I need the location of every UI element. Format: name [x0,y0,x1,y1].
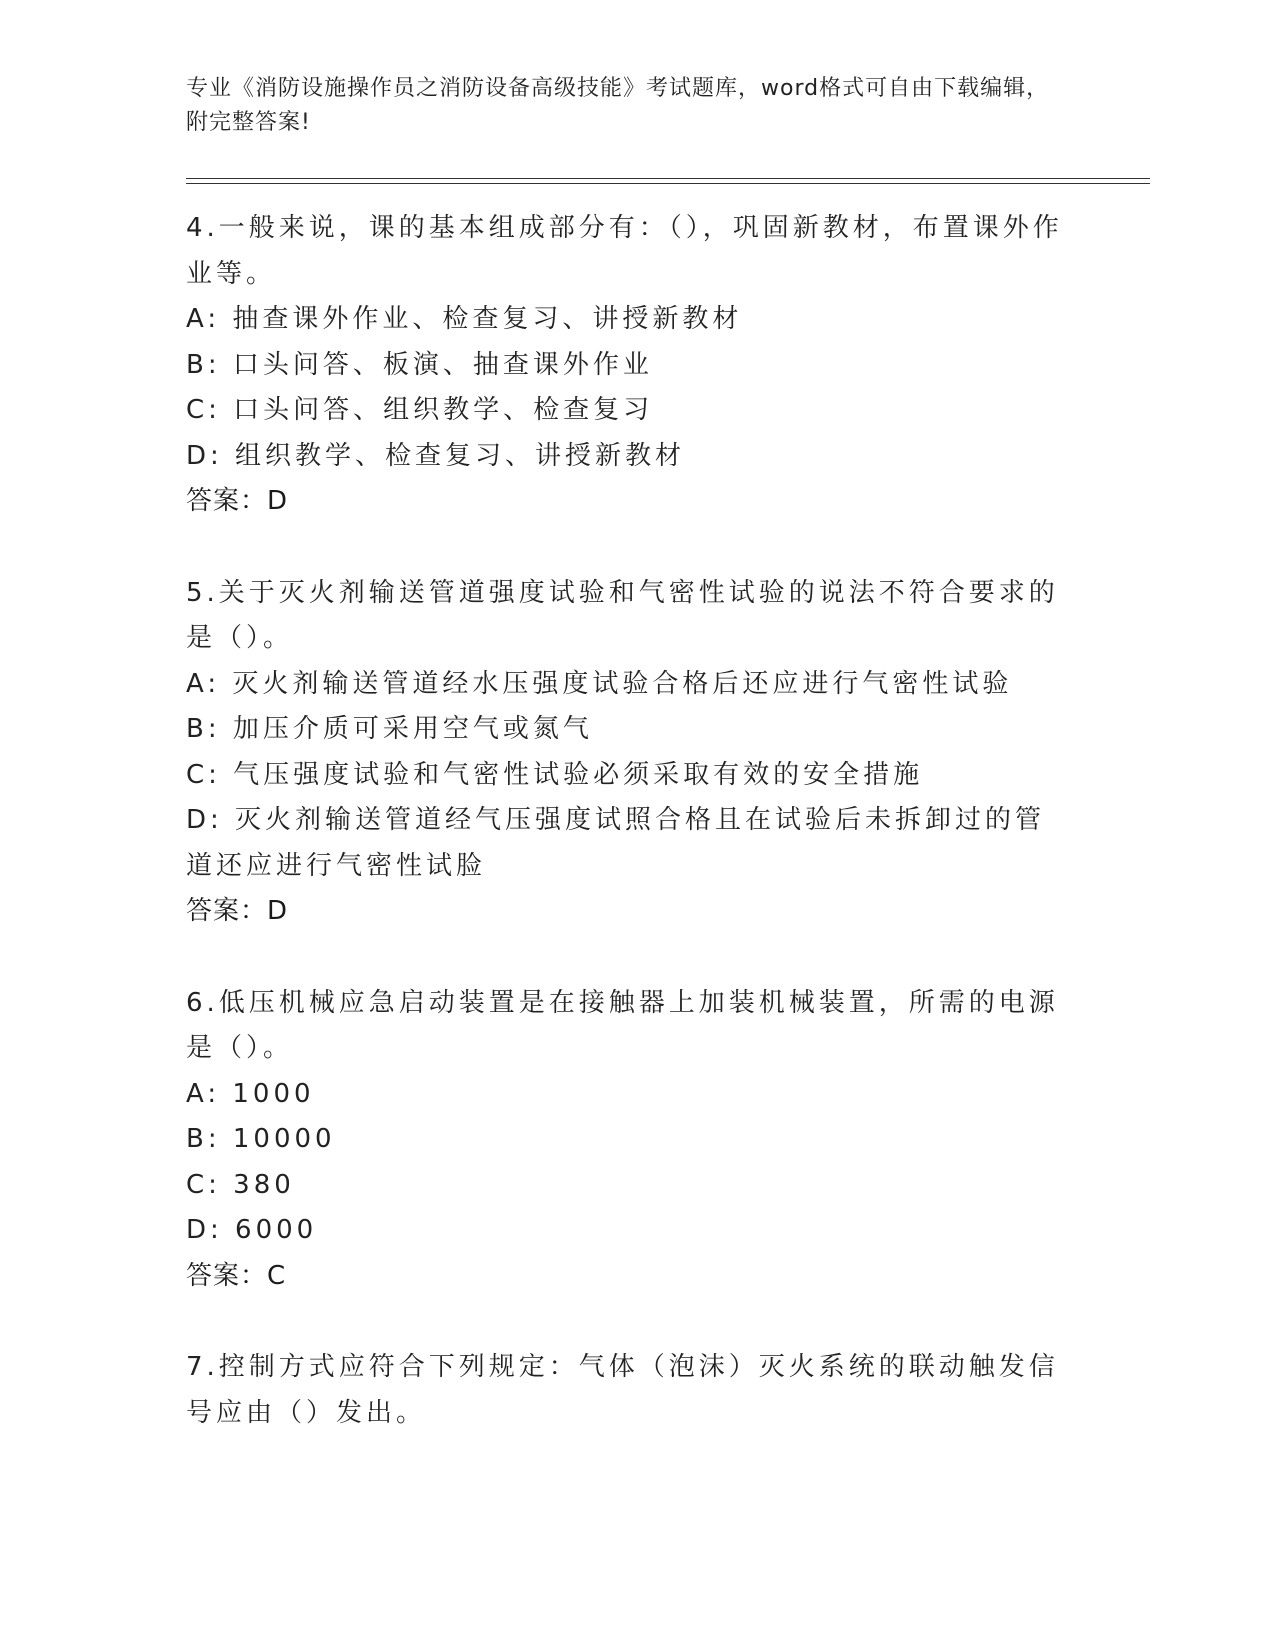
option-c: C: 气压强度试验和气密性试验必须采取有效的安全措施 [186,759,924,790]
option-a: A: 灭火剂输送管道经水压强度试验合格后还应进行气密性试验 [186,668,1013,699]
answer-label: 答案：D [186,896,289,926]
question-stem: 6.低压机械应急启动装置是在接触器上加装机械装置，所需的电源是（）。 [186,987,1059,1063]
question-4 [186,206,1066,525]
question-list [186,206,1066,1482]
option-a: A: 1000 [186,1078,315,1109]
answer-label: 答案：C [186,1260,287,1291]
option-a: A: 抽查课外作业、检查复习、讲授新教材 [186,304,743,334]
option-b: B: 加压介质可采用空气或氮气 [186,714,593,744]
question-7 [186,1345,1066,1436]
option-d: D: 6000 [186,1215,318,1245]
question-stem: 7.控制方式应符合下列规定：气体（泡沫）灭火系统的联动触发信号应由（）发出。 [186,1352,1059,1428]
option-c: C: 口头问答、组织教学、检查复习 [186,395,654,425]
option-b: B: 10000 [186,1124,336,1154]
document-header: 专业《消防设施操作员之消防设备高级技能》考试题库，word格式可自由下载编辑，附完整答案! [186,76,1050,135]
header-divider-bottom [186,183,1150,184]
option-c: C: 380 [186,1169,295,1200]
question-stem: 4.一般来说，课的基本组成部分有：（），巩固新教材，布置课外作业等。 [186,213,1063,289]
header-divider-top [186,178,1150,179]
question-5 [186,571,1066,935]
answer-label: 答案：D [186,486,289,516]
option-d: D: 灭火剂输送管道经气压强度试照合格且在试验后未拆卸过的管道还应进行气密性试脸 [186,805,1046,881]
question-6 [186,981,1066,1300]
option-b: B: 口头问答、板演、抽查课外作业 [186,349,653,380]
question-stem: 5.关于灭火剂输送管道强度试验和气密性试验的说法不符合要求的是（）。 [186,577,1059,653]
option-d: D: 组织教学、检查复习、讲授新教材 [186,440,686,471]
